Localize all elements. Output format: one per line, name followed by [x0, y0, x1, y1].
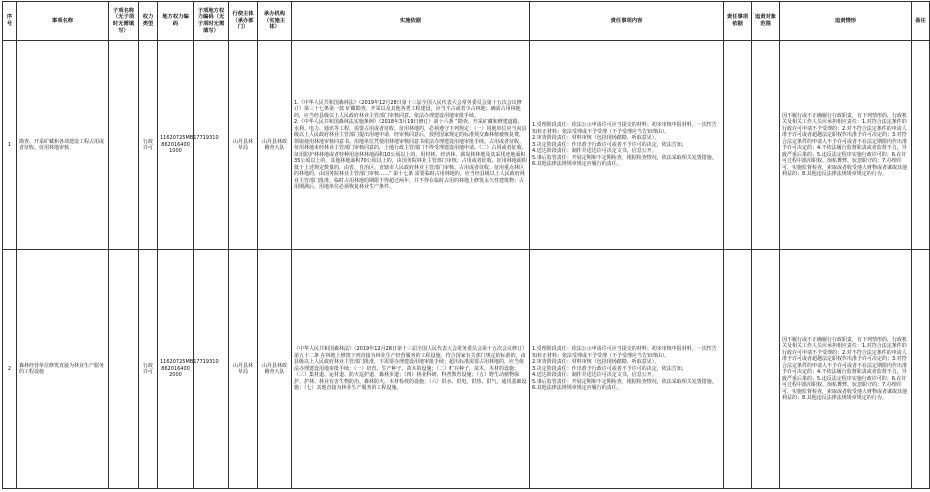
table-row: [3, 250, 930, 489]
cell-sub-name: [109, 250, 139, 489]
cell-subject: 山丹县林草局: [229, 250, 258, 489]
header-subject: 行使主体（承办部门）: [229, 2, 258, 41]
cell-remark: [912, 41, 930, 250]
cell-code: 11620725MB17719310 862016400 1000: [158, 41, 194, 250]
cell-item-name: 森林经营单位修筑直接为林业生产服务的工程设施: [17, 250, 109, 489]
cell-code: 11620725MB17719310 862016400 2000: [158, 250, 194, 489]
header-sub-code: 子项地方权力编码（无子项时无需填写）: [194, 2, 229, 41]
table-row: [3, 41, 930, 250]
cell-seq: 2: [3, 250, 17, 489]
cell-tracking: [752, 41, 780, 250]
header-level: 承办机构（实施主体）: [258, 2, 292, 41]
cell-accountability: [724, 41, 752, 250]
cell-remark: [912, 250, 930, 489]
cell-sub-code: [194, 250, 229, 489]
power-list-table: [2, 1, 930, 489]
cell-duty: 1.受理阶段责任：依法公示申请许可应当提交的材料；初步审核申报材料，一次性告知补正材料；依法受理或不予受理（不予受理应当告知理由）。 2.审查阶段责任：材料审核（包括现场踏勘、听取意见）。 3.决定阶段责任：作出准予行政许可或者不予许可的决定，依法告知。 4.送达阶段责任：制作并送达许可决定文书，信息公开。 5.事后监管责任：开展定期和不定期检查，根据检查情况，依法采取相关处置措施。 6.其他法律法规规章规定应履行的责任。: [530, 250, 724, 489]
header-accountability: 责任事项依据: [724, 2, 752, 41]
header-sub-name: 子项名称（无子项时无需填写）: [109, 2, 139, 41]
cell-liability: 因不履行或不正确履行行政职责，有下列情形的，行政机关及相关工作人员应承担相应责任：1.对符合法定条件的行政许可申请不予受理的；2.对不符合法定条件的申请人准予许可或者超越法定职权作出准予许可决定的；3.对符合法定条件的申请人不予许可或者不在法定期限内作出准予许可决定的；4.不依法履行监督职责或者监督不力，导致严重后果的；5.违反法定程序实施行政许可的；6.在许可过程中滥用职权、徇私舞弊、玩忽职守的；7.办理许可、实施监督检查，索取或者收受他人财物或者谋取其他利益的；8.其他违反法律法规规章规定的行为。: [780, 41, 912, 250]
header-code: 地方权力编码: [158, 2, 194, 41]
header-basis: 实施依据: [292, 2, 530, 41]
cell-sub-code: [194, 41, 229, 250]
cell-seq: 1: [3, 41, 17, 250]
cell-liability: 因不履行或不正确履行行政职责，有下列情形的，行政机关及相关工作人员应承担相应责任：1.对符合法定条件的行政许可申请不予受理的；2.对不符合法定条件的申请人准予许可或者超越法定职权作出准予许可决定的；3.对符合法定条件的申请人不予许可或者不在法定期限内作出准予许可决定的；4.不依法履行监督职责或者监督不力，导致严重后果的；5.违反法定程序实施行政许可的；6.在许可过程中滥用职权、徇私舞弊、玩忽职守的；7.办理许可、实施监督检查，索取或者收受他人财物或者谋取其他利益的；8.其他违反法律法规规章规定的行为。: [780, 250, 912, 489]
cell-tracking: [752, 250, 780, 489]
cell-basis: 《中华人民共和国森林法》（2019年12月28日第十三届全国人民代表大会常务委员会第十五次会议修订）第五十二条 在林地上修筑下列直接为林业生产经营服务的工程设施，符合国家有关部门规定的标准的，由县级以上人民政府林业主管部门批准，不需要办理建设用地审批手续；超出标准需要占用林地的，应当依法办理建设用地审批手续：（一）培育、生产种子、苗木的设施；（二）贮存种子、苗木、木材的设施；（三）集材道、运材道、防火巡护道、森林步道；（四）林业科研、科普教育设施；（五）野生动植物保护、护林、林业有害生物防治、森林防火、木材检疫的设施；（六）供水、供电、供热、供气、通讯基础设施；（七）其他直接为林业生产服务的工程设施。: [292, 250, 530, 489]
header-category: 权力类型: [139, 2, 158, 41]
cell-level: 山丹县林政稽查大队: [258, 41, 292, 250]
cell-subject: 山丹县林草局: [229, 41, 258, 250]
header-tracking: 追责对象范围: [752, 2, 780, 41]
cell-level: 山丹县林政稽查大队: [258, 250, 292, 489]
cell-basis: 1.《中华人民共和国森林法》（2019年12月28日第十三届全国人民代表大会常务委员会第十五次会议修订）第三十七条第一款 矿藏勘查、开采以及其他各类工程建设，应当不占或者少占林地；确需占用林地的，应当经县级以上人民政府林业主管部门审核同意，依法办理建设用地审批手续。 2.《中华人民共和国森林法实施条例》（2018年3月19日修订）第十六条 “勘查、开采矿藏和修建道路、水利、电力、通讯等工程，需要占用或者征收、征用林地的，必须遵守下列规定：（一）用地单位应当向县级以上人民政府林业主管部门提出用地申请，经审核同意后，按照国家规定的标准预交森林植被恢复费，领取使用林地审核同意书。用地单位凭使用林地审核同意书依法办理建设用地审批手续。占用或者征收、征用林地未经林业主管部门审核同意的，土地行政主管部门不得受理建设用地申请。（二）占用或者征收、征用防护林林地或者特种用途林林地面积10公顷以上的，用材林、经济林、薪炭林林地及其采伐迹地面积35公顷以上的，其他林地面积70公顷以上的，由国务院林业主管部门审核；占用或者征收、征用林地面积低于上述规定数量的，由省、自治区、直辖市人民政府林业主管部门审核。占用或者征收、征用重点林区的林地的，由国务院林业主管部门审核……” 第十七条 需要临时占用林地的，应当经县级以上人民政府林业主管部门批准。临时占用林地的期限不得超过两年，并不得在临时占用的林地上修筑永久性建筑物；占用期满后，用地单位必须恢复林业生产条件。: [292, 41, 530, 250]
header-item-name: 事项名称: [17, 2, 109, 41]
header-liability: 追责情形: [780, 2, 912, 41]
header-seq: 序号: [3, 2, 17, 41]
header-remark: 备注: [912, 2, 930, 41]
table-header-row: [3, 2, 930, 41]
cell-item-name: 勘查、开采矿藏和各项建设工程占用或者征收、征用林地审核: [17, 41, 109, 250]
cell-sub-name: [109, 41, 139, 250]
cell-duty: 1.受理阶段责任：依法公示申请许可应当提交的材料；初步审核申报材料，一次性告知补正材料；依法受理或不予受理（不予受理应当告知理由）。 2.审查阶段责任：材料审核（包括现场踏勘、听取意见）。 3.决定阶段责任：作出准予行政许可或者不予许可的决定，依法告知。 4.送达阶段责任：制作并送达许可决定文书，信息公开。 5.事后监管责任：开展定期和不定期检查，根据检查情况，依法采取相关处置措施。 6.其他法律法规规章规定应履行的责任。: [530, 41, 724, 250]
header-duty: 责任事项内容: [530, 2, 724, 41]
cell-accountability: [724, 250, 752, 489]
cell-category: 行政许可: [139, 250, 158, 489]
cell-category: 行政许可: [139, 41, 158, 250]
